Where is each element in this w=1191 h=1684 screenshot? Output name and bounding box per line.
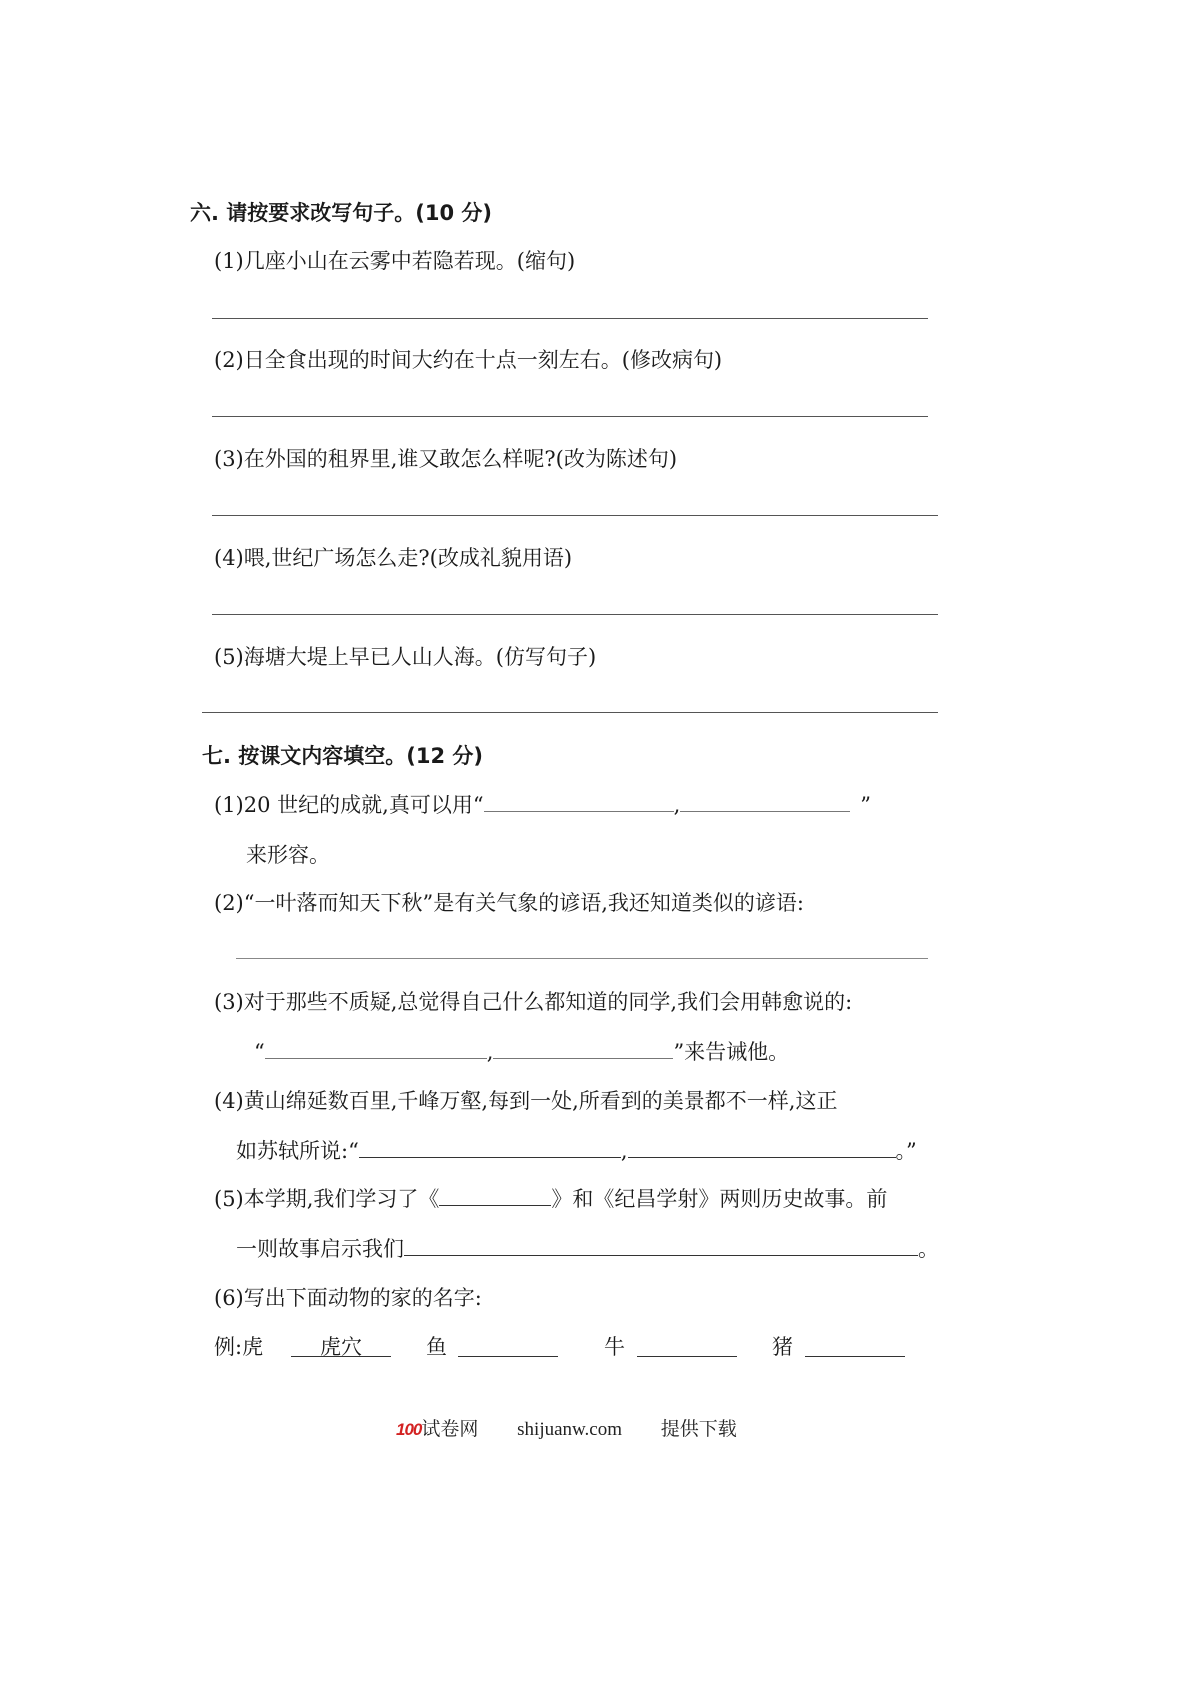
answer-line-6-5[interactable] xyxy=(202,712,938,713)
question-7-4-comma: , xyxy=(620,1139,628,1163)
question-7-3-line2 xyxy=(254,1036,789,1066)
question-7-3-line1: (3)对于那些不质疑,总觉得自己什么都知道的同学,我们会用韩愈说的: xyxy=(214,990,853,1014)
blank-7-6-cow[interactable] xyxy=(637,1356,737,1357)
question-6-2: (2)日全食出现的时间大约在十点一刻左右。(修改病句) xyxy=(214,348,723,372)
answer-line-6-2[interactable] xyxy=(212,416,928,417)
question-7-5-line1 xyxy=(214,1183,887,1213)
footer-site-name: 试卷网 xyxy=(421,1419,479,1440)
question-7-6: (6)写出下面动物的家的名字: xyxy=(214,1286,482,1310)
blank-7-1-b[interactable] xyxy=(680,789,850,812)
blank-7-4-a[interactable] xyxy=(359,1135,621,1158)
footer-note: 提供下载 xyxy=(660,1419,737,1440)
question-7-1-line2: 来形容。 xyxy=(246,843,330,867)
question-7-3-open-quote: “ xyxy=(254,1040,265,1064)
question-7-4-line2 xyxy=(236,1135,917,1165)
animal-label-pig: 猪 xyxy=(772,1335,793,1359)
blank-7-5-a[interactable] xyxy=(439,1183,551,1206)
site-logo: 100 xyxy=(396,1420,422,1439)
question-7-4-close: 。” xyxy=(895,1139,917,1163)
question-7-5-period: 。 xyxy=(918,1237,939,1261)
answer-line-6-4[interactable] xyxy=(212,614,938,615)
question-6-4: (4)喂,世纪广场怎么走?(改成礼貌用语) xyxy=(214,546,573,570)
blank-7-1-a[interactable] xyxy=(484,789,674,812)
question-7-6-example-label: 例:虎 xyxy=(214,1335,264,1359)
question-6-1: (1)几座小山在云雾中若隐若现。(缩句) xyxy=(214,249,576,273)
animal-label-fish: 鱼 xyxy=(426,1335,447,1359)
blank-7-3-a[interactable] xyxy=(265,1036,487,1059)
question-7-5-line2-prefix: 一则故事启示我们 xyxy=(236,1237,404,1261)
question-6-5: (5)海塘大堤上早已人山人海。(仿写句子) xyxy=(214,645,597,669)
question-7-3-comma: , xyxy=(486,1040,494,1064)
animal-label-cow: 牛 xyxy=(604,1335,625,1359)
answer-line-6-3[interactable] xyxy=(212,515,938,516)
question-7-4-prefix: 如苏轼所说:“ xyxy=(236,1139,359,1163)
question-7-2: (2)“一叶落而知天下秋”是有关气象的谚语,我还知道类似的谚语: xyxy=(214,891,804,915)
question-7-5-line2 xyxy=(236,1233,939,1263)
section-6-heading: 六. 请按要求改写句子。(10 分) xyxy=(190,201,493,225)
section-7-heading: 七. 按课文内容填空。(12 分) xyxy=(202,744,484,768)
question-7-6-example-answer: 虎穴 xyxy=(291,1331,391,1357)
blank-7-5-b[interactable] xyxy=(404,1233,918,1256)
question-7-4-line1: (4)黄山绵延数百里,千峰万壑,每到一处,所看到的美景都不一样,这正 xyxy=(214,1089,838,1113)
footer-url[interactable]: shijuanw.com xyxy=(517,1419,622,1440)
question-7-5-suffix: 》和《纪昌学射》两则历史故事。前 xyxy=(551,1187,888,1211)
answer-line-7-2[interactable] xyxy=(236,958,928,959)
question-7-1-comma: , xyxy=(673,793,681,817)
answer-line-6-1[interactable] xyxy=(212,318,928,319)
footer xyxy=(396,1414,737,1441)
question-7-5-prefix: (5)本学期,我们学习了《 xyxy=(214,1187,440,1211)
question-7-3-close: ”来告诫他。 xyxy=(673,1040,790,1064)
question-7-1 xyxy=(214,789,871,819)
question-7-1-text: (1)20 世纪的成就,真可以用“ xyxy=(214,793,484,817)
question-6-3: (3)在外国的租界里,谁又敢怎么样呢?(改为陈述句) xyxy=(214,447,678,471)
blank-7-6-fish[interactable] xyxy=(458,1356,558,1357)
question-7-1-close-quote: ” xyxy=(860,793,871,817)
blank-7-3-b[interactable] xyxy=(493,1036,673,1059)
blank-7-4-b[interactable] xyxy=(628,1135,896,1158)
blank-7-6-pig[interactable] xyxy=(805,1356,905,1357)
